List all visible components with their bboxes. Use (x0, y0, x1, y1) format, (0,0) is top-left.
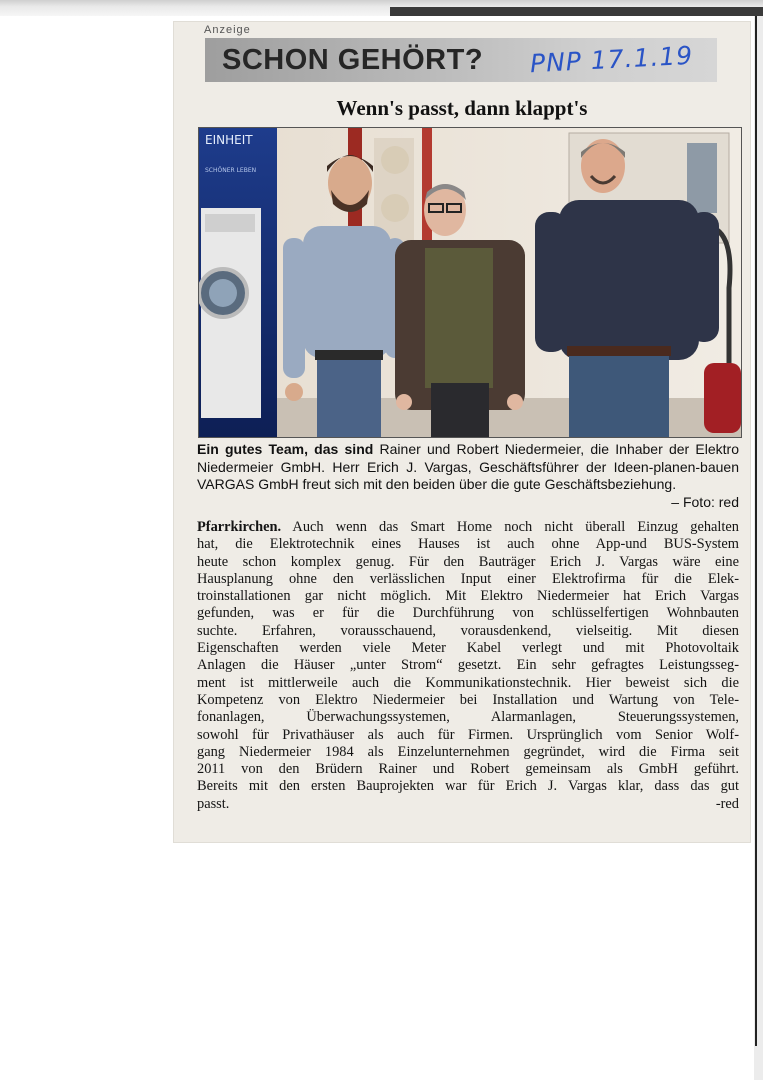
article-line: sowohl für Privathäuser als auch für Firmen. Ursprünglich vom Senior Wolf- (197, 726, 739, 743)
article-author: -red (715, 795, 739, 812)
article-line: Kompetenz von Elektro Niedermeier bei Installation und Wartung von Tele- (197, 691, 739, 708)
article-line: gefunden, was er für die Durchführung von schlüsselfertigen Wohnbauten (197, 605, 739, 622)
article-line: Pfarrkirchen. Auch wenn das Smart Home noch nicht überall Einzug gehalten (197, 519, 739, 535)
article-headline: Wenn's passt, dann klappt's (336, 96, 588, 120)
photo-caption (197, 441, 739, 511)
article-line: Hausplanung ohne den verlässlichen Input einer Elektrofirma für die Elek- (197, 570, 739, 587)
article-line: heute schon komplex genug. Für den Bauträger Erich J. Vargas wäre eine (197, 553, 739, 570)
caption-lead: Ein gutes Team, das sind (197, 441, 374, 457)
scan-top-edge (0, 0, 763, 16)
article-line: hat, die Elektrotechnik eines Hauses ist auch ohne App-und BUS-System (197, 536, 739, 553)
article-dateline: Pfarrkirchen. (197, 519, 282, 535)
display-small-text: SCHÖNER LEBEN (205, 167, 257, 174)
article-line: ment ist mittlerweile auch die Kommunikationstechnik. Hier beweist sich die (197, 674, 739, 691)
clip-cut-text: Anzeige (204, 24, 251, 36)
article-body (197, 519, 739, 813)
article-line: Anlagen die Häuser „unter Strom“ gesetzt. Ein sehr gefragtes Leistungsseg- (197, 657, 739, 674)
article-last-line: passt. -red (197, 795, 739, 812)
handwritten-date-note: PNP 17.1.19 (529, 40, 694, 79)
article-line: Bereits mit den ersten Bauprojekten war für Erich J. Vargas klar, dass das gut (197, 778, 739, 795)
team-photo (198, 127, 742, 438)
article-line: troinstallationen gar nicht möglich. Mit Elektro Niedermeier hat Erich Vargas (197, 588, 739, 605)
article-line: suchte. Erfahren, vorausschauend, vorausdenkend, vielseitig. Mit diesen (197, 622, 739, 639)
article-line: 2011 von den Brüdern Rainer und Robert gemeinsam als GmbH geführt. (197, 761, 739, 778)
scan-right-edge (754, 16, 763, 1080)
newspaper-clipping (174, 22, 750, 842)
article-line: Eigenschaften werden viele Meter Kabel verlegt und mit Photovoltaik (197, 640, 739, 657)
caption-text: Rainer und Robert Niedermeier, die Inhaber der Elektro Niedermeier GmbH. Herr Erich J. Vargas, Geschäftsführer der Ideen-planen-bauen VARGAS GmbH freut sich mit den beiden über die gute Geschäftsbeziehung. (197, 441, 739, 492)
photo-credit: – Foto: red (671, 493, 739, 510)
display-brand-text: EINHEIT (205, 133, 253, 147)
photo-illustration (199, 128, 741, 437)
article-line: fonanlagen, Überwachungssystemen, Alarmanlagen, Steuerungssystemen, (197, 709, 739, 726)
article-line: gang Niedermeier 1984 als Einzelunternehmen gegründet, wird die Firma seit (197, 743, 739, 760)
header-title: SCHON GEHÖRT? (222, 44, 484, 76)
